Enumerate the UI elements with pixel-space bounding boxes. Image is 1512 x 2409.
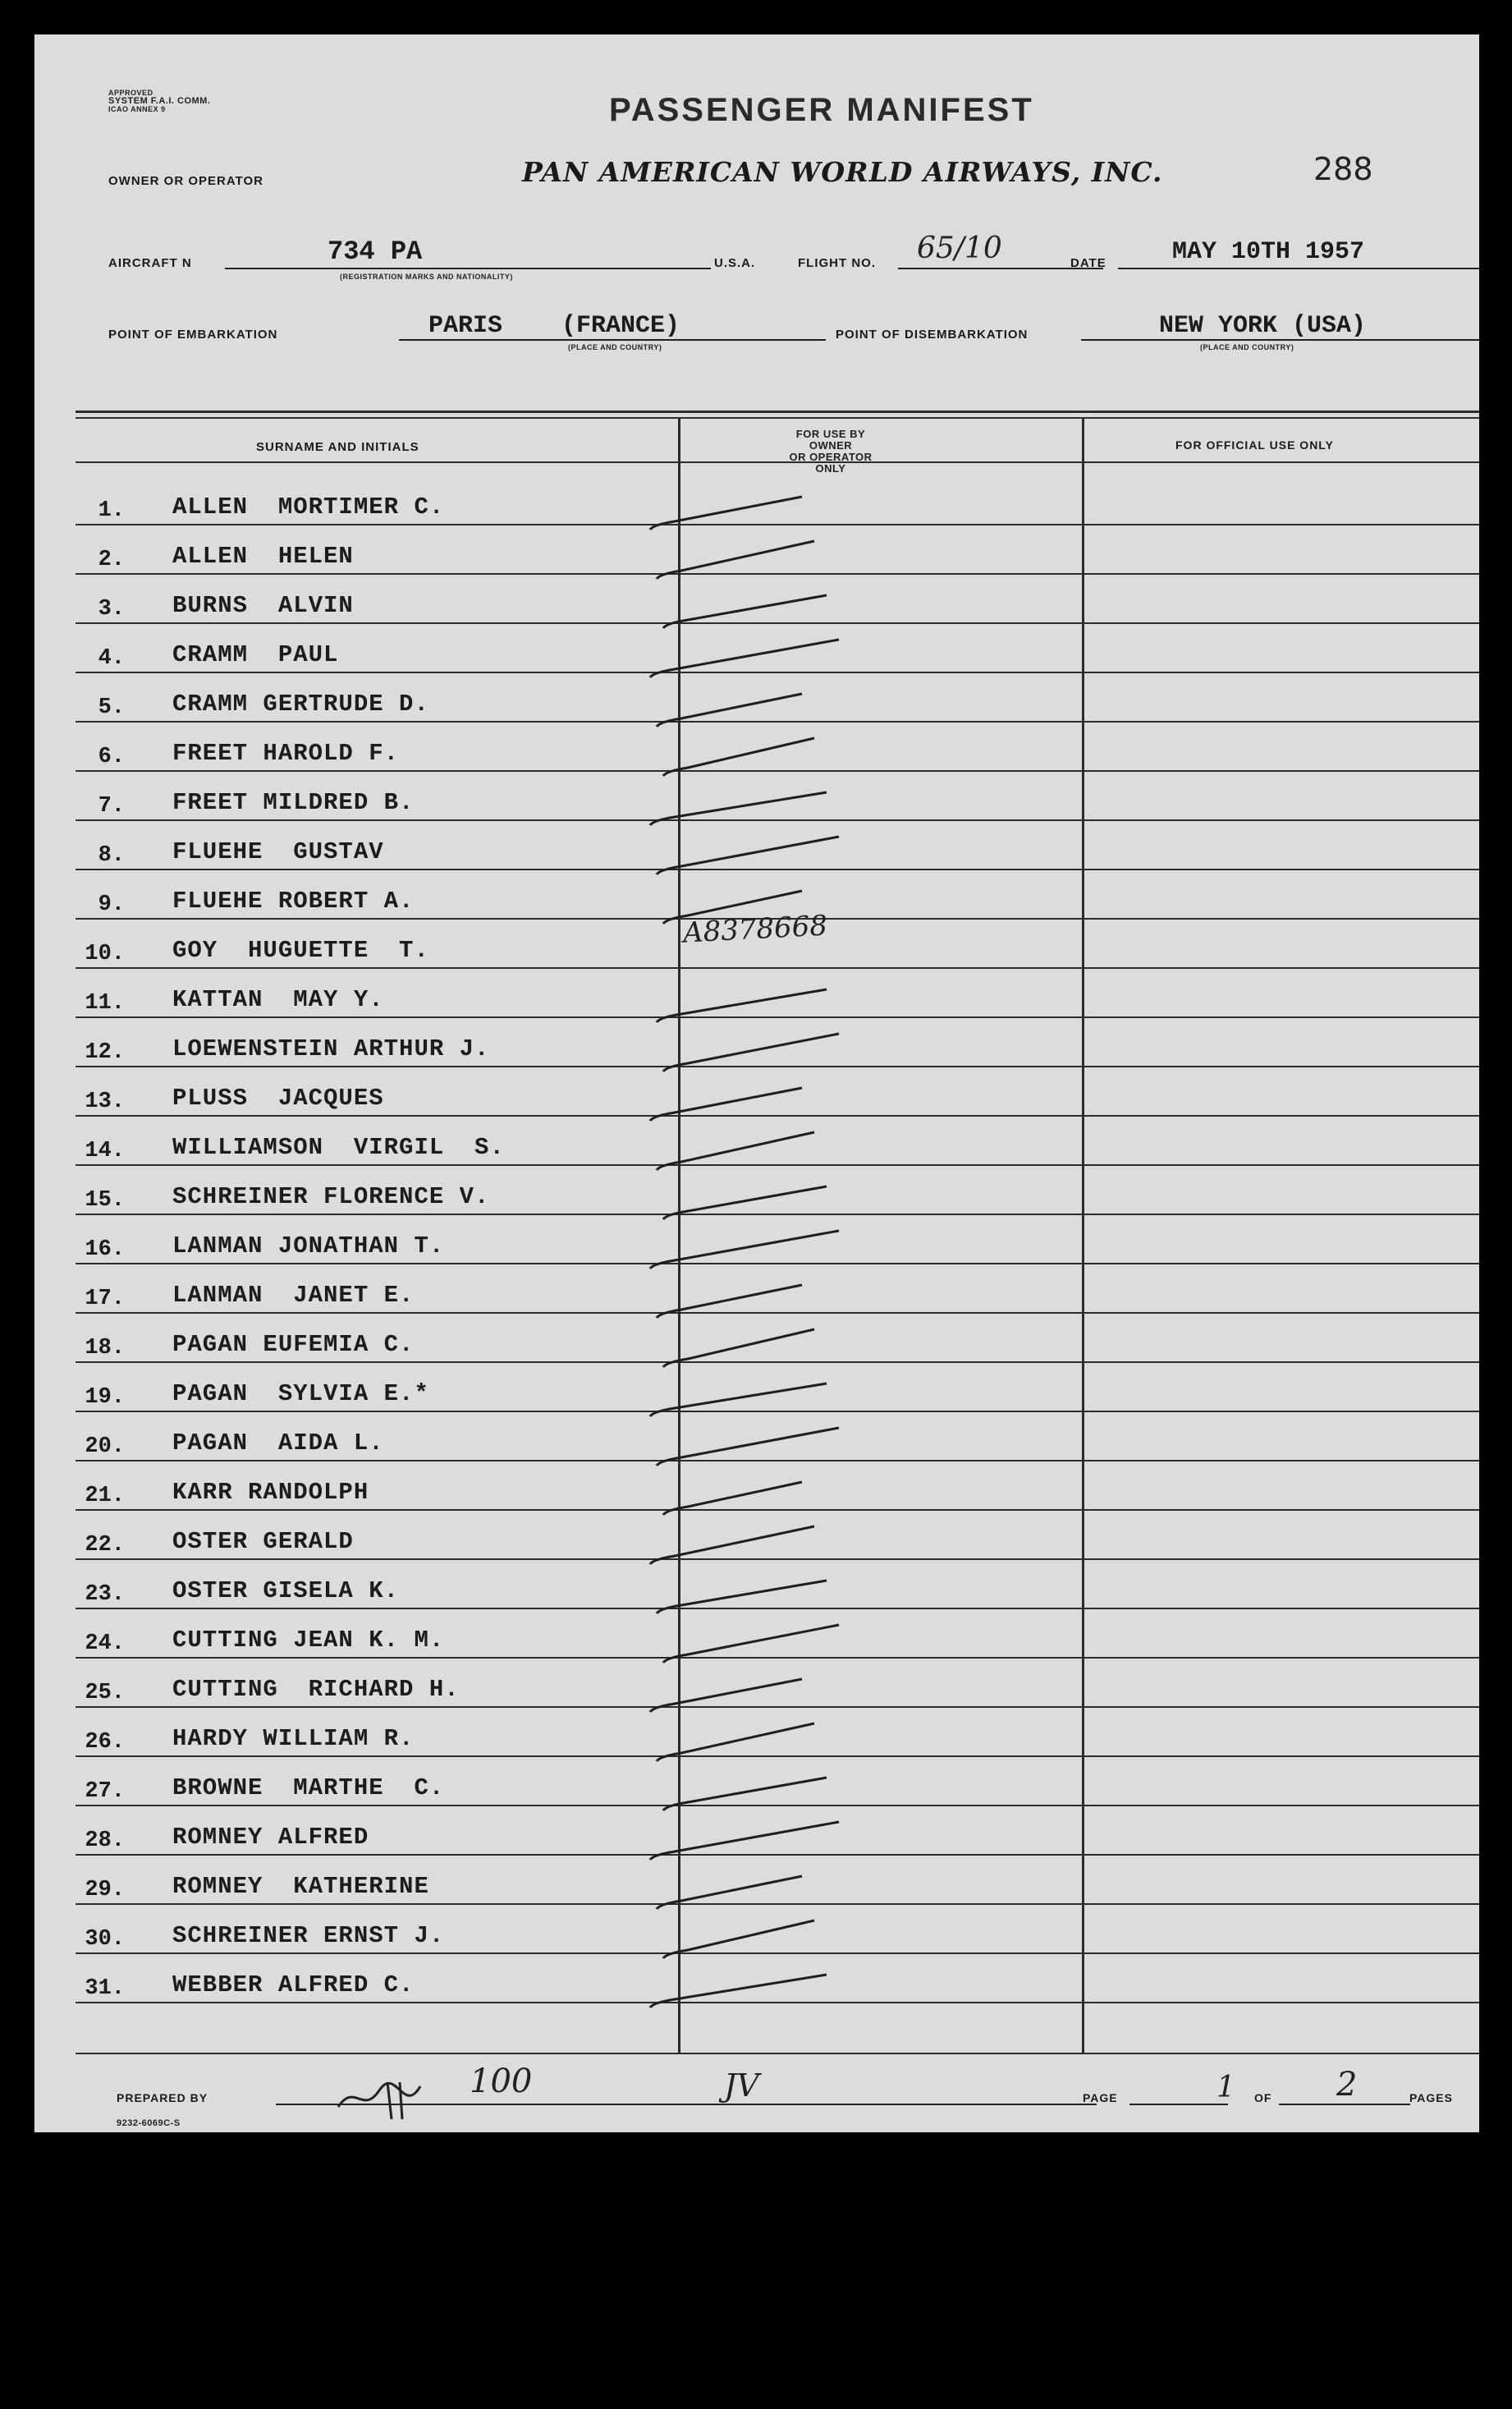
- pages-label: PAGES: [1409, 2091, 1453, 2104]
- passenger-name: CUTTING JEAN K. M.: [172, 1627, 445, 1654]
- passenger-name: LANMAN JONATHAN T.: [172, 1232, 445, 1260]
- row-number: 8.: [98, 843, 125, 868]
- check-mark: [650, 1526, 814, 1564]
- row-number: 17.: [85, 1287, 125, 1311]
- check-mark: [650, 1231, 839, 1269]
- check-mark: [657, 1132, 814, 1170]
- embark-value: PARIS (FRANCE): [428, 312, 680, 340]
- row-number: 12.: [85, 1040, 125, 1065]
- passenger-name: KARR RANDOLPH: [172, 1479, 369, 1506]
- check-mark: [650, 1679, 802, 1712]
- form-title: PASSENGER MANIFEST: [609, 92, 1034, 128]
- col-header-operator-line: FOR USE BY OWNER: [795, 428, 866, 452]
- page-underline: [1129, 2104, 1228, 2105]
- row-number: 4.: [98, 646, 125, 671]
- check-mark: [657, 694, 802, 727]
- row-number: 27.: [85, 1779, 125, 1804]
- flight-value: 65/10: [917, 232, 1002, 265]
- passenger-name: KATTAN MAY Y.: [172, 986, 384, 1013]
- row-number: 19.: [85, 1385, 125, 1410]
- check-mark: [663, 1329, 814, 1367]
- row-number: 13.: [85, 1090, 125, 1114]
- prepared-initials-1: 100: [470, 2063, 533, 2100]
- passenger-name: BURNS ALVIN: [172, 592, 354, 619]
- prepared-label: PREPARED BY: [117, 2091, 208, 2104]
- aircraft-value: 734 PA: [328, 236, 423, 267]
- row-number: 3.: [98, 597, 125, 622]
- row-number: 24.: [85, 1631, 125, 1656]
- owner-value: PAN AMERICAN WORLD AIRWAYS, INC.: [522, 156, 1163, 188]
- passenger-name: GOY HUGUETTE T.: [172, 937, 429, 964]
- row-number: 20.: [85, 1434, 125, 1459]
- owner-label: OWNER OR OPERATOR: [108, 174, 263, 188]
- row-number: 29.: [85, 1878, 125, 1902]
- handwritten-note: A8378668: [682, 909, 828, 950]
- flight-label: FLIGHT NO.: [798, 256, 876, 270]
- check-mark: [650, 1088, 802, 1121]
- page-stamp-number: 288: [1313, 151, 1373, 187]
- check-mark: [650, 1822, 839, 1860]
- passenger-name: LOEWENSTEIN ARTHUR J.: [172, 1035, 490, 1062]
- check-mark: [663, 1186, 827, 1219]
- check-mark: [657, 1428, 839, 1466]
- check-mark: [663, 1778, 827, 1810]
- row-number: 30.: [85, 1927, 125, 1952]
- passenger-name: SCHREINER FLORENCE V.: [172, 1183, 490, 1210]
- row-number: 15.: [85, 1188, 125, 1213]
- page-value: 1: [1216, 2071, 1235, 2104]
- passenger-name: WILLIAMSON VIRGIL S.: [172, 1134, 505, 1161]
- page-label: PAGE: [1083, 2091, 1118, 2104]
- passenger-name: FREET MILDRED B.: [172, 789, 415, 816]
- passenger-name: FREET HAROLD F.: [172, 740, 400, 767]
- approval-line: ICAO ANNEX 9: [108, 105, 166, 113]
- check-mark: [663, 738, 814, 776]
- passenger-name: ROMNEY KATHERINE: [172, 1873, 429, 1900]
- check-mark: [650, 1383, 827, 1416]
- row-number: 6.: [98, 745, 125, 769]
- check-mark: [663, 1034, 839, 1071]
- row-number: 21.: [85, 1484, 125, 1508]
- of-underline: [1279, 2104, 1410, 2105]
- col-header-operator-line: OR OPERATOR ONLY: [789, 451, 873, 475]
- passenger-name: PAGAN AIDA L.: [172, 1429, 384, 1457]
- passenger-name: ROMNEY ALFRED: [172, 1824, 369, 1851]
- row-number: 14.: [85, 1139, 125, 1163]
- check-mark: [657, 1581, 827, 1613]
- row-number: 9.: [98, 892, 125, 917]
- aircraft-sub: (REGISTRATION MARKS AND NATIONALITY): [340, 273, 513, 281]
- of-label: OF: [1254, 2091, 1272, 2104]
- passenger-name: OSTER GERALD: [172, 1528, 354, 1555]
- passenger-name: CRAMM GERTRUDE D.: [172, 691, 429, 718]
- row-number: 23.: [85, 1582, 125, 1607]
- check-mark: [657, 1285, 802, 1318]
- check-marks: [34, 34, 1479, 2132]
- form-code: 9232-6069C-S: [117, 2118, 181, 2128]
- row-number: 18.: [85, 1336, 125, 1361]
- row-number: 10.: [85, 942, 125, 966]
- check-mark: [663, 595, 827, 628]
- row-number: 31.: [85, 1976, 125, 2001]
- passenger-name: OSTER GISELA K.: [172, 1577, 400, 1604]
- check-mark: [657, 837, 839, 874]
- passenger-name: BROWNE MARTHE C.: [172, 1774, 445, 1801]
- passenger-name: LANMAN JANET E.: [172, 1282, 415, 1309]
- check-mark: [657, 1876, 802, 1909]
- row-number: 22.: [85, 1533, 125, 1558]
- prepared-signature-scrawl: [330, 2074, 445, 2123]
- row-number: 2.: [98, 548, 125, 572]
- passenger-name: ALLEN MORTIMER C.: [172, 493, 445, 521]
- passenger-name: SCHREINER ERNST J.: [172, 1922, 445, 1949]
- row-number: 25.: [85, 1681, 125, 1705]
- passenger-name: CRAMM PAUL: [172, 641, 339, 668]
- disembark-value: NEW YORK (USA): [1159, 312, 1367, 340]
- passenger-name: FLUEHE ROBERT A.: [172, 888, 415, 915]
- row-number: 11.: [85, 991, 125, 1016]
- approval-line: APPROVED: [108, 89, 153, 97]
- check-mark: [650, 640, 839, 677]
- manifest-sheet: [34, 34, 1479, 2132]
- prepared-initials-2: JV: [724, 2067, 759, 2104]
- passenger-name: WEBBER ALFRED C.: [172, 1971, 415, 1998]
- row-number: 5.: [98, 695, 125, 720]
- date-value: MAY 10TH 1957: [1172, 238, 1365, 266]
- check-mark: [650, 497, 802, 530]
- check-mark: [650, 1975, 827, 2008]
- row-number: 1.: [98, 498, 125, 523]
- passenger-name: HARDY WILLIAM R.: [172, 1725, 415, 1752]
- row-number: 7.: [98, 794, 125, 819]
- check-mark: [663, 1625, 839, 1663]
- total-pages-value: 2: [1336, 2066, 1358, 2104]
- usa-label: U.S.A.: [714, 256, 756, 270]
- check-mark: [657, 541, 814, 579]
- aircraft-label: AIRCRAFT N: [108, 256, 192, 270]
- col-header-names: SURNAME AND INITIALS: [256, 440, 419, 454]
- row-number: 16.: [85, 1237, 125, 1262]
- check-mark: [663, 1482, 802, 1515]
- check-mark: [650, 792, 827, 825]
- passenger-name: PAGAN SYLVIA E.*: [172, 1380, 429, 1407]
- row-number: 28.: [85, 1829, 125, 1853]
- approval-line: SYSTEM F.A.I. COMM.: [108, 96, 211, 106]
- passenger-name: CUTTING RICHARD H.: [172, 1676, 460, 1703]
- disembark-label: POINT OF DISEMBARKATION: [836, 328, 1029, 342]
- passenger-name: PLUSS JACQUES: [172, 1085, 384, 1112]
- disembark-sub: (PLACE AND COUNTRY): [1200, 343, 1294, 351]
- embark-label: POINT OF EMBARKATION: [108, 328, 278, 342]
- passenger-name: PAGAN EUFEMIA C.: [172, 1331, 415, 1358]
- date-label: DATE: [1070, 256, 1107, 270]
- passenger-name: ALLEN HELEN: [172, 543, 354, 570]
- row-number: 26.: [85, 1730, 125, 1755]
- passenger-name: FLUEHE GUSTAV: [172, 838, 384, 865]
- check-mark: [663, 1920, 814, 1958]
- embark-sub: (PLACE AND COUNTRY): [568, 343, 662, 351]
- table-bottom-rule: [76, 2053, 1479, 2054]
- check-mark: [657, 1723, 814, 1761]
- check-mark: [657, 989, 827, 1022]
- col-header-official: FOR OFFICIAL USE ONLY: [1175, 438, 1334, 452]
